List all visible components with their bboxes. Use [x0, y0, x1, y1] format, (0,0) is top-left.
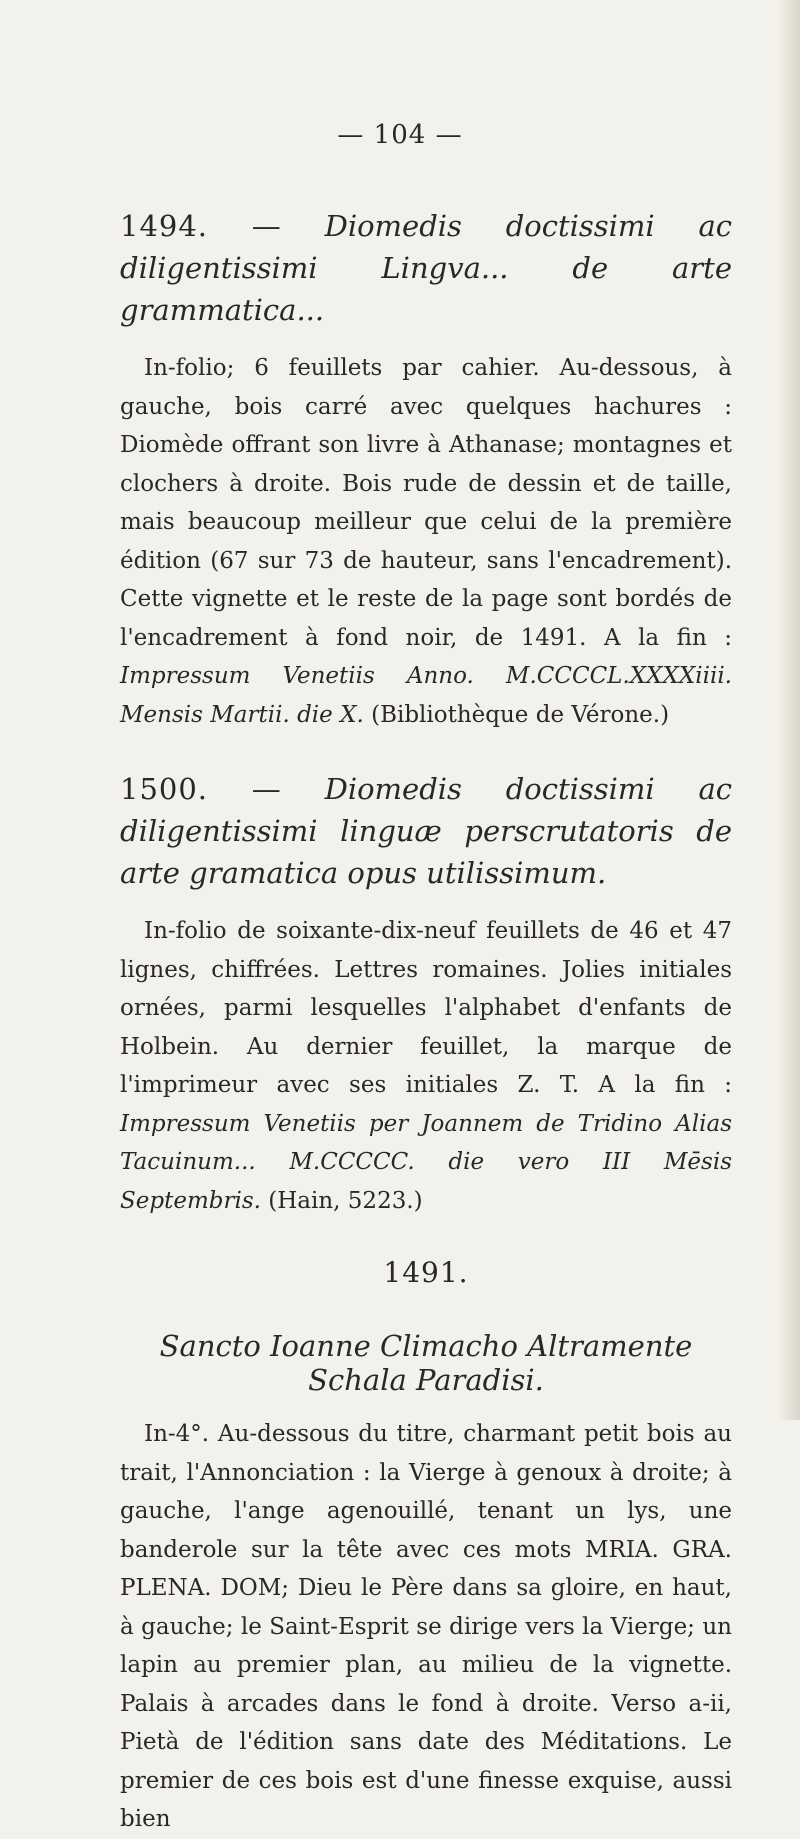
colophon-text: Impressum Venetiis Anno. M.CCCCL.XXXXiiii. Mensis Martii. die X.: [120, 663, 732, 728]
entry-1500: [120, 768, 732, 1220]
entry-heading: [120, 768, 732, 894]
entry-dash: —: [208, 209, 325, 243]
entry-description: [120, 912, 732, 1220]
colophon-text: Impressum Venetiis per Joannem de Tridino Alias Tacuinum... M.CCCCC. die vero III Mēsis Septembris.: [120, 1110, 732, 1214]
entry-description: [120, 349, 732, 734]
page-edge-shadow: [778, 0, 800, 1420]
centered-title: Sancto Ioanne Climacho Altramente Schala Paradisi.: [159, 1329, 693, 1397]
source-text: (Hain, 5223.): [260, 1187, 423, 1214]
centered-year: 1491.: [383, 1256, 469, 1289]
entry-heading: [120, 205, 732, 331]
entry-title: Diomedis doctissimi ac diligentissimi Lingva... de arte grammatica...: [120, 209, 732, 327]
entry-1491: [120, 1256, 732, 1839]
page-content: [120, 205, 732, 1839]
entry-title: Diomedis doctissimi ac diligentissimi linguæ perscrutatoris de arte gramatica opus utilissimum.: [120, 772, 732, 890]
page-number: — 104 —: [337, 120, 463, 150]
description-text: In-folio; 6 feuillets par cahier. Au-dessous, à gauche, bois carré avec quelques hachures : Diomède offrant son livre à Athanase; montagnes et clochers à droite. Bois rude de dessin et de taille, mais beaucoup meilleur que celui de la première édition (67 sur 73 de hauteur, sans l'encadrement). Cette vignette et le reste de la page sont bordés de l'encadrement à fond noir, de 1491. A la fin :: [120, 355, 732, 651]
entry-year: 1500.: [120, 772, 209, 806]
entry-year: 1494.: [120, 209, 209, 243]
description-text: In-folio de soixante-dix-neuf feuillets de 46 et 47 lignes, chiffrées. Lettres romaines. Jolies initiales ornées, parmi lesquelles l'alphabet d'enfants de Holbein. Au dernier feuillet, la marque de l'imprimeur avec ses initiales Z. T. A la fin :: [120, 918, 732, 1098]
entry-dash: —: [208, 772, 325, 806]
entry-description: In-4°. Au-dessous du titre, charmant petit bois au trait, l'Annonciation : la Vierge à genoux à droite; à gauche, l'ange agenouillé, tenant un lys, une banderole sur la tête avec ces mots MRIA. GRA. PLENA. DOM; Dieu le Père dans sa gloire, en haut, à gauche; le Saint-Esprit se dirige vers la Vierge; un lapin au premier plan, au milieu de la vignette. Palais à arcades dans le fond à droite. Verso a-ii, Pietà de l'édition sans date des Méditations. Le premier de ces bois est d'une finesse exquise, aussi bien: [120, 1421, 732, 1832]
source-text: (Bibliothèque de Vérone.): [363, 701, 670, 728]
entry-1494: [120, 205, 732, 734]
